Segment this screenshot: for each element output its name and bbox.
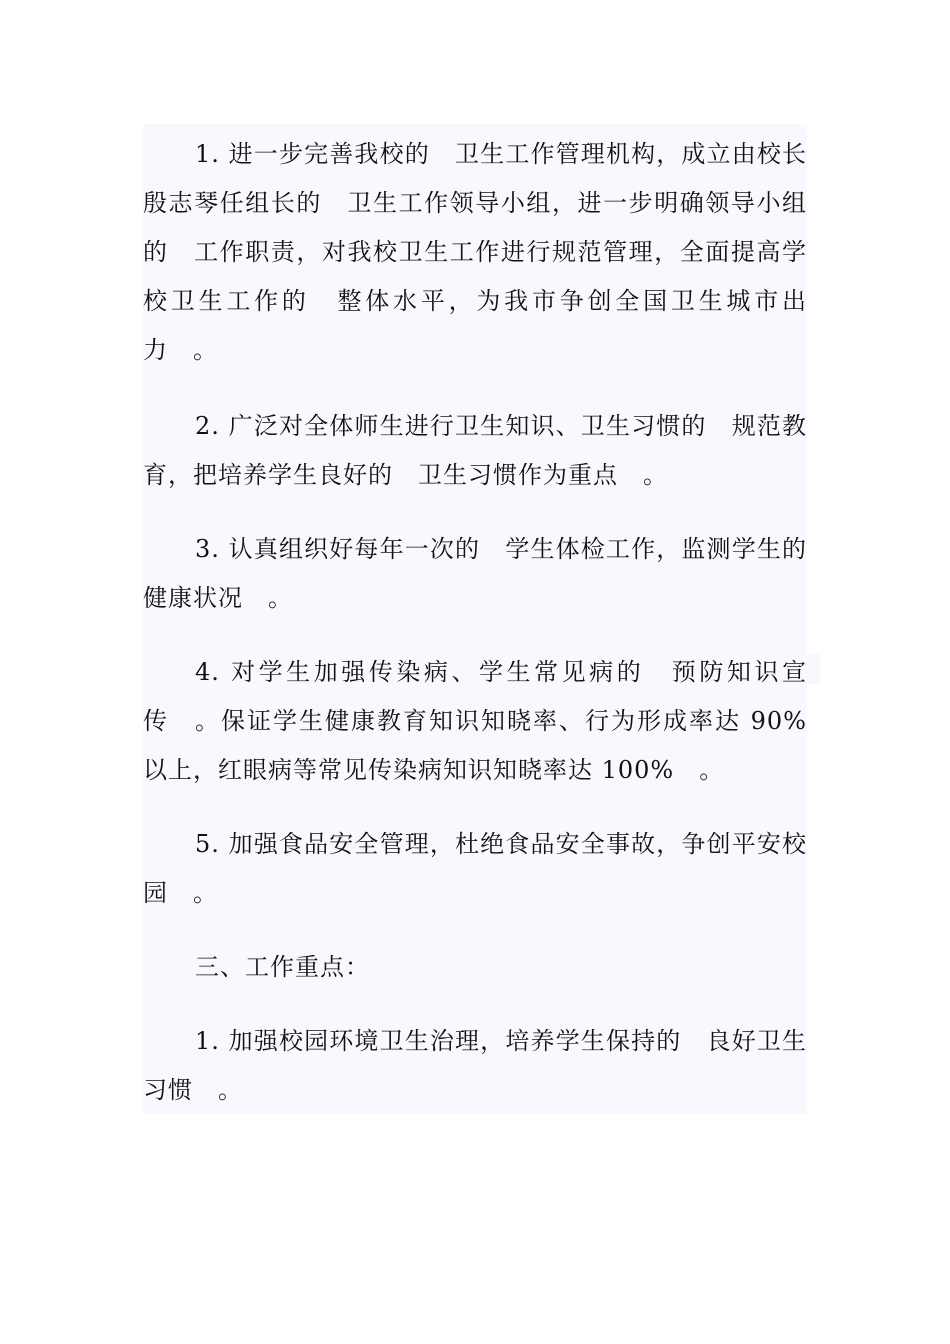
paragraph-1: 1. 进一步完善我校的 卫生工作管理机构，成立由校长殷志琴任组长的 卫生工作领导小组，进一步明确领导小组的 工作职责，对我校卫生工作进行规范管理，全面提高学校卫生工作的 整体水平，为我市争创全国卫生城市出力 。 bbox=[143, 140, 807, 364]
paragraph-4: 4. 对学生加强传染病、学生常见病的 预防知识宣传 。保证学生健康教育知识知晓率、行为形成率达 90%以上，红眼病等常见传染病知识知晓率达 100% 。 bbox=[143, 658, 807, 784]
text-block bbox=[143, 124, 832, 1114]
paragraph-2: 2. 广泛对全体师生进行卫生知识、卫生习惯的 规范教育，把培养学生良好的 卫生习惯作为重点 。 bbox=[143, 412, 807, 489]
paragraph-6: 1. 加强校园环境卫生治理，培养学生保持的 良好卫生习惯 。 bbox=[143, 1027, 807, 1104]
section-heading: 三、工作重点： bbox=[195, 953, 370, 981]
paragraph-5: 5. 加强食品安全管理，杜绝食品安全事故，争创平安校园 。 bbox=[143, 830, 807, 907]
paragraph-3: 3. 认真组织好每年一次的 学生体检工作，监测学生的 健康状况 。 bbox=[143, 535, 832, 612]
highlight-notch bbox=[807, 654, 820, 684]
